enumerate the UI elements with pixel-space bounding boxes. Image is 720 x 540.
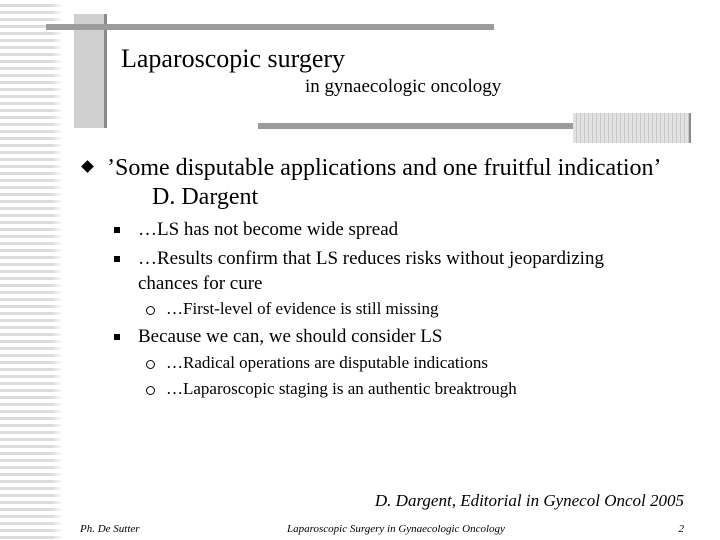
- decorative-top-bar: [46, 24, 494, 30]
- square-bullet-icon: [114, 227, 120, 233]
- square-bullet-icon: [114, 334, 120, 340]
- slide-title-line-1: Laparoscopic surgery: [121, 44, 346, 73]
- sub-list-item: [146, 377, 517, 401]
- sub-list-item: [146, 297, 438, 321]
- footer-author: Ph. De Sutter: [80, 523, 140, 535]
- decorative-stripes: [0, 0, 62, 540]
- quote-author: D. Dargent: [152, 184, 259, 210]
- sub-list-item-text: …First-level of evidence is still missing: [166, 299, 439, 318]
- slide-title: [121, 44, 502, 97]
- list-item: [112, 246, 604, 296]
- sub-list-item-text: …Laparoscopic staging is an authentic breaktrough: [166, 379, 517, 398]
- list-item-text: Because we can, we should consider LS: [138, 326, 443, 347]
- square-bullet-icon: [114, 256, 120, 262]
- page-number: 2: [678, 523, 684, 535]
- circle-bullet-icon: [146, 306, 155, 315]
- quote-bullet: [83, 154, 662, 212]
- sub-list-item-text: …Radical operations are disputable indications: [166, 353, 488, 372]
- citation: D. Dargent, Editorial in Gynecol Oncol 2005: [374, 491, 684, 510]
- sub-list-item: [146, 351, 488, 375]
- circle-bullet-icon: [146, 360, 155, 369]
- list-item-text-continued: chances for cure: [138, 273, 263, 294]
- decorative-striped-box: [573, 113, 691, 143]
- quote-text: ’Some disputable applications and one fruitful indication’: [107, 155, 662, 181]
- decorative-vertical-bar: [74, 14, 107, 128]
- circle-bullet-icon: [146, 386, 155, 395]
- list-item-text: …Results confirm that LS reduces risks without jeopardizing: [138, 248, 604, 269]
- slide-title-line-2: in gynaecologic oncology: [305, 76, 502, 97]
- list-item: [112, 324, 442, 349]
- footer-title: Laparoscopic Surgery in Gynaecologic Oncology: [287, 523, 505, 535]
- list-item-text: …LS has not become wide spread: [138, 219, 399, 240]
- list-item: [112, 217, 398, 242]
